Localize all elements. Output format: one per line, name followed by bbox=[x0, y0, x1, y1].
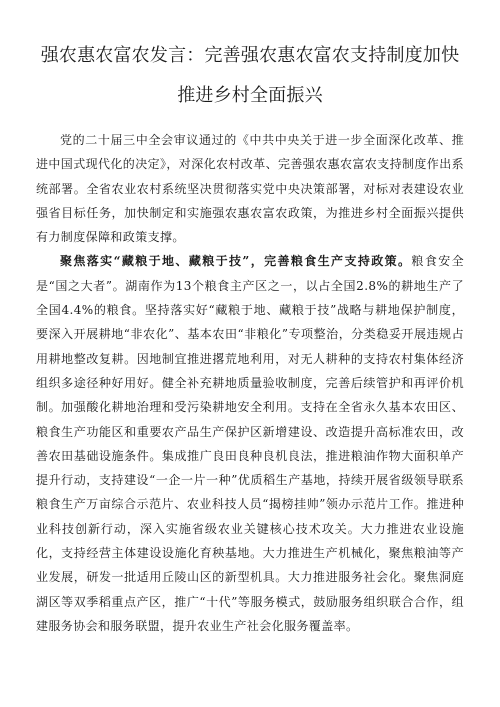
paragraph-lead-heading: 聚焦落实“藏粮于地、藏粮于技”，完善粮食生产支持政策。 bbox=[60, 254, 412, 269]
paragraph-grain-body: 粮食安全是“国之大者”。湖南作为13个粮食主产区之一，以占全国2.8%的耕地生产了全国4.4%的粮食。坚持落实好“藏粮于地、藏粮于技”战略与耕地保护制度，要深入开展耕地“非农化”、基本农田“非粮化”专项整治，分类稳妥开展违规占用耕地整改复耕。因地制宜推进撂荒地利用，对无人耕种的支持农村集体经济组织多途径种好用好。健全补充耕地质量验收制度，完善后续管护和再评价机制。加强酸化耕地治理和受污染耕地安全利用。支持在全省永久基本农田区、粮食生产功能区和重要农产品生产保护区新增建设、改造提升高标准农田，改善农田基础设施条件。集成推广良田良种良机良法，推进粮油作物大面积单产提升行动，支持建设“一企一片一种”优质稻生产基地，持续开展省级领导联系粮食生产万亩综合示范片、农业科技人员“揭榜挂帅”领办示范片工作。推进种业科技创新行动，深入实施省级农业关键核心技术攻关。大力推进农业设施化，支持经营主体建设设施化育秧基地。大力推进生产机械化，聚焦粮油等产业发展，研发一批适用丘陵山区的新型机具。大力推进服务社会化。聚焦洞庭湖区等双季稻重点产区，推广“十代”等服务模式，鼓励服务组织联合合作，组建服务协会和服务联盟，提升农业生产社会化服务覆盖率。 bbox=[36, 254, 465, 633]
paragraph-intro: 党的二十届三中全会审议通过的《中共中央关于进一步全面深化改革、推进中国式现代化的决定》，对深化农村改革、完善强农惠农富农支持制度作出系统部署。全省农业农村系统坚决贯彻落实党中央决策部署，对标对表建设农业强省目标任务，加快制定和实施强农惠农富农政策，为推进乡村全面振兴提供有力制度保障和政策支撑。 bbox=[36, 133, 465, 245]
paragraph-grain-policy bbox=[36, 249, 464, 638]
document-title bbox=[36, 36, 464, 116]
title-line-2: 推进乡村全面振兴 bbox=[177, 85, 323, 106]
title-line-1: 强农惠农富农发言：完善强农惠农富农支持制度加快 bbox=[40, 45, 460, 66]
document-body bbox=[36, 128, 464, 638]
